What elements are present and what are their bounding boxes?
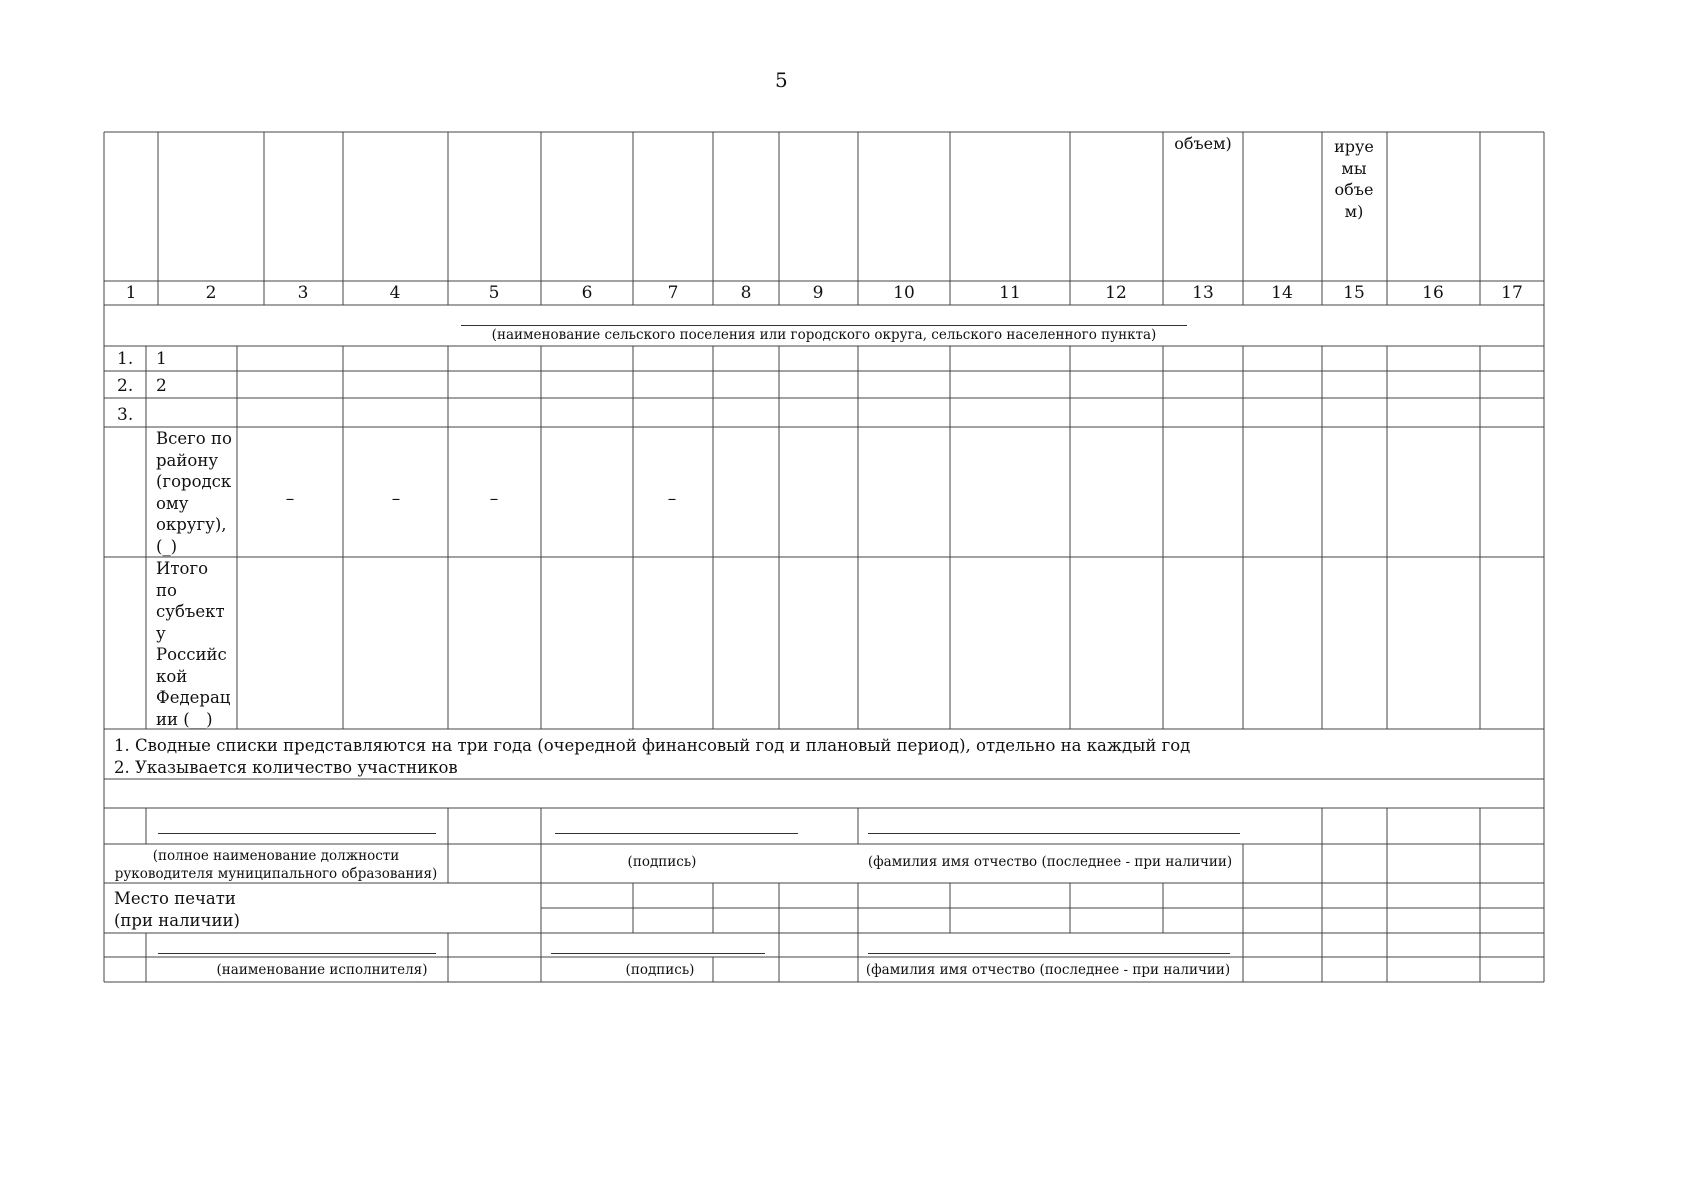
column-number-2: 2 (205, 283, 217, 303)
column-number-13: 13 (1192, 283, 1214, 303)
total-district-dash-col4: – (391, 489, 401, 509)
head-position-line (158, 833, 436, 834)
head-signature-line (555, 833, 798, 834)
total-subject-label: Итого по субъект у Российс кой Федерац ии (__) (156, 559, 231, 729)
executor-signature-caption: (подпись) (625, 962, 695, 978)
column-number-12: 12 (1105, 283, 1127, 303)
stamp-place-label: Место печати (при наличии) (114, 889, 240, 930)
note-2: 2. Указывается количество участников (114, 758, 458, 777)
header-col15-fragment: ируе мы объе м) (1334, 137, 1374, 221)
column-number-8: 8 (740, 283, 752, 303)
page-number: 5 (775, 68, 788, 92)
column-number-16: 16 (1422, 283, 1444, 303)
header-col13-fragment: объем) (1174, 134, 1232, 153)
executor-name-line (158, 953, 436, 954)
head-position-caption: (полное наименование должности руководителя муниципального образования) (114, 848, 438, 882)
executor-caption: (наименование исполнителя) (216, 962, 428, 978)
column-number-10: 10 (893, 283, 915, 303)
note-1: 1. Сводные списки представляются на три года (очередной финансовый год и плановый период), отдельно на каждый год (114, 736, 1191, 755)
executor-fio-line (868, 953, 1230, 954)
row-number-3: 3. (117, 405, 134, 425)
column-number-15: 15 (1343, 283, 1365, 303)
column-number-14: 14 (1271, 283, 1293, 303)
column-number-11: 11 (999, 283, 1021, 303)
column-number-4: 4 (389, 283, 401, 303)
column-number-1: 1 (125, 283, 137, 303)
row-name-1: 1 (156, 349, 167, 369)
total-district-dash-col3: – (285, 489, 295, 509)
column-number-5: 5 (488, 283, 500, 303)
column-number-9: 9 (812, 283, 824, 303)
column-number-6: 6 (581, 283, 593, 303)
row-number-1: 1. (117, 349, 134, 369)
total-district-label: Всего по району (городск ому округу), (_) (156, 429, 232, 556)
executor-fio-caption: (фамилия имя отчество (последнее - при наличии) (865, 962, 1231, 978)
total-district-dash-col5: – (489, 489, 499, 509)
column-number-17: 17 (1501, 283, 1523, 303)
settlement-caption: (наименование сельского поселения или городского округа, сельского населенного пункта) (491, 327, 1157, 343)
head-fio-line (868, 833, 1240, 834)
row-number-2: 2. (117, 376, 134, 396)
column-number-7: 7 (667, 283, 679, 303)
executor-signature-line (551, 953, 765, 954)
signature-caption: (подпись) (627, 854, 697, 870)
settlement-name-line (461, 325, 1187, 326)
column-number-3: 3 (297, 283, 309, 303)
total-district-dash-col7: – (667, 489, 677, 509)
fio-caption: (фамилия имя отчество (последнее - при наличии) (867, 854, 1233, 870)
row-name-2: 2 (156, 376, 167, 396)
